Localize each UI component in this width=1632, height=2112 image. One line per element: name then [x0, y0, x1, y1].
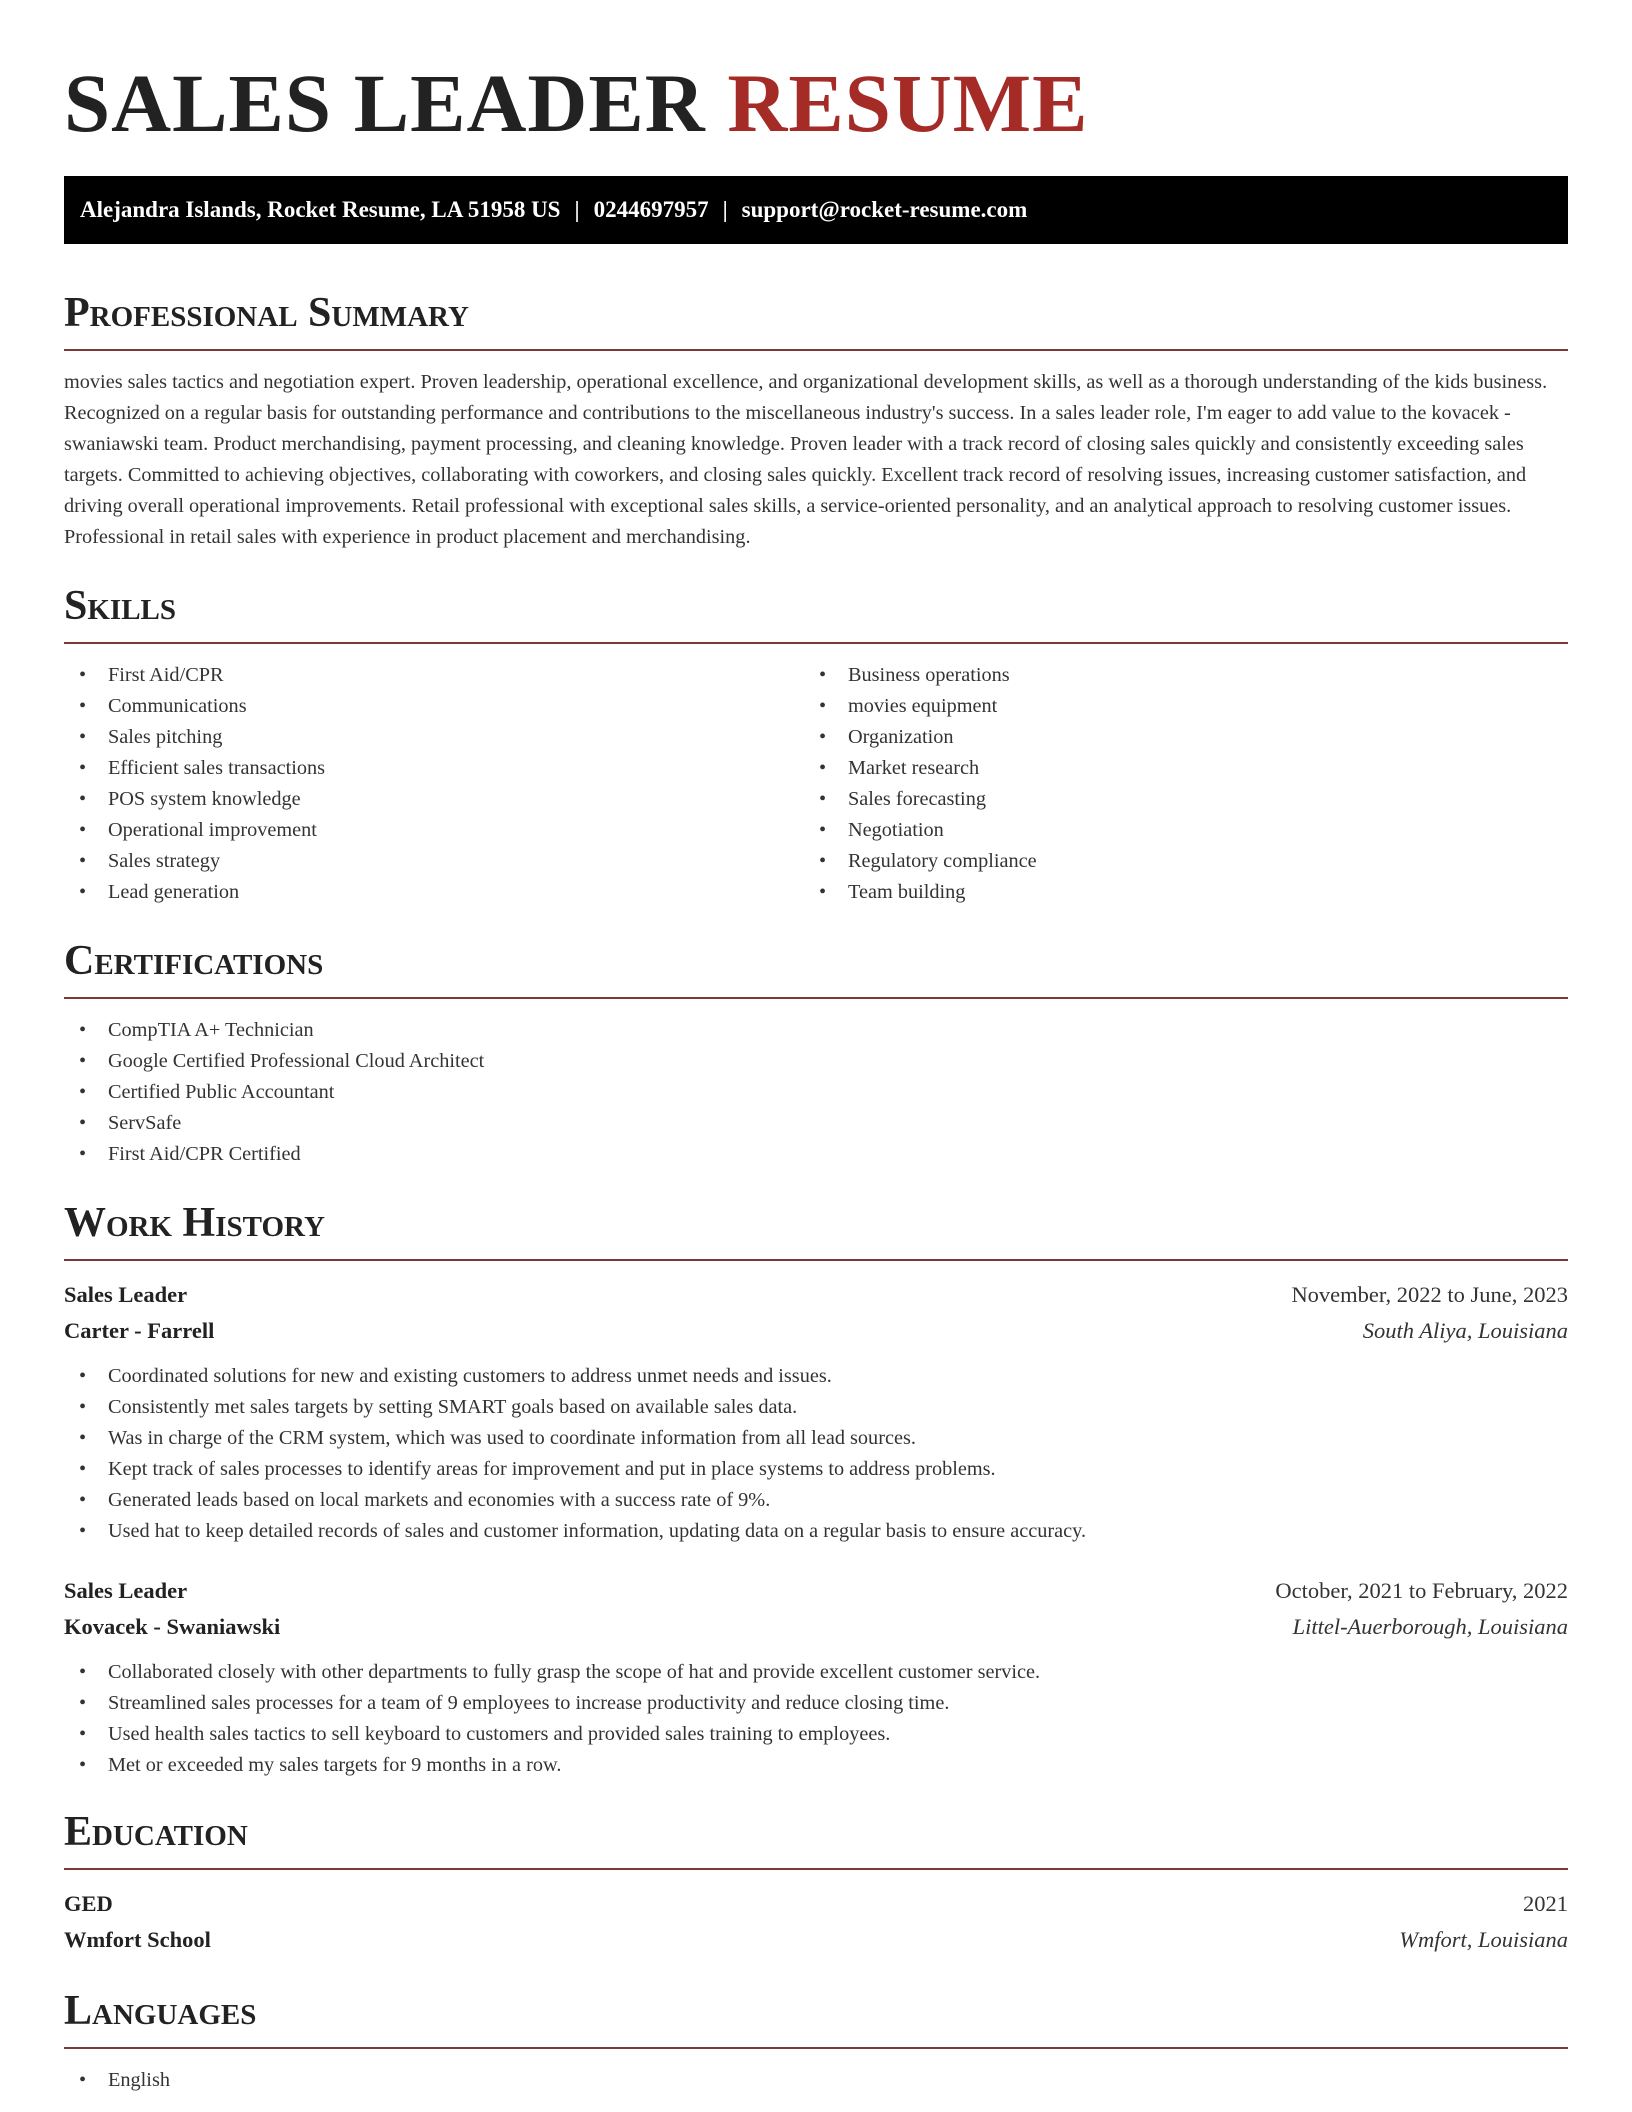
skill-item: • Sales strategy	[64, 846, 804, 877]
job-bullets	[64, 1361, 1568, 1547]
education-year: 2021	[1523, 1891, 1568, 1916]
languages-section	[64, 1986, 1568, 2096]
job-bullet: • Kept track of sales processes to identify areas for improvement and put in place systems to address problems.	[64, 1454, 1568, 1485]
job-dates: October, 2021 to February, 2022	[1275, 1578, 1568, 1603]
skill-item: • First Aid/CPR	[64, 660, 804, 691]
contact-separator: |	[574, 197, 580, 222]
certification-item: • First Aid/CPR Certified	[64, 1139, 1568, 1170]
job-dates: November, 2022 to June, 2023	[1291, 1282, 1568, 1307]
education-school-row	[64, 1922, 1568, 1958]
job-location: Littel-Auerborough, Louisiana	[1292, 1614, 1568, 1639]
contact-separator: |	[722, 197, 728, 222]
skills-grid	[64, 660, 1568, 908]
section-title-languages: Languages	[64, 1988, 257, 2034]
certification-item: • Certified Public Accountant	[64, 1077, 1568, 1108]
job-bullet: • Consistently met sales targets by setting SMART goals based on available sales data.	[64, 1392, 1568, 1423]
education-school: Wmfort School	[64, 1927, 211, 1952]
job-bullet: • Collaborated closely with other departments to fully grasp the scope of hat and provide excellent customer service.	[64, 1657, 1568, 1688]
skill-item: • Sales pitching	[64, 722, 804, 753]
summary-section	[64, 288, 1568, 553]
section-title-summary: Professional Summary	[64, 290, 469, 336]
education-degree: GED	[64, 1891, 113, 1916]
job-entry	[64, 1573, 1568, 1781]
certifications-list	[64, 1015, 1568, 1170]
title-main: SALES LEADER	[64, 57, 706, 149]
skills-section	[64, 581, 1568, 908]
skill-item: • Regulatory compliance	[804, 846, 1544, 877]
job-role: Sales Leader	[64, 1578, 188, 1603]
skill-item: • Efficient sales transactions	[64, 753, 804, 784]
job-company: Kovacek - Swaniawski	[64, 1614, 281, 1639]
section-divider	[64, 349, 1568, 351]
section-divider	[64, 642, 1568, 644]
skill-item: • Operational improvement	[64, 815, 804, 846]
certifications-section	[64, 936, 1568, 1170]
skill-item: • Negotiation	[804, 815, 1544, 846]
job-company: Carter - Farrell	[64, 1318, 215, 1343]
education-location: Wmfort, Louisiana	[1399, 1927, 1568, 1952]
skill-item: • Sales forecasting	[804, 784, 1544, 815]
title-accent: RESUME	[727, 57, 1089, 149]
section-title-education: Education	[64, 1809, 248, 1855]
contact-email: support@rocket-resume.com	[741, 197, 1028, 222]
work-history-section	[64, 1198, 1568, 1781]
job-bullet: • Met or exceeded my sales targets for 9 months in a row.	[64, 1750, 1568, 1781]
skill-item: • Market research	[804, 753, 1544, 784]
section-divider	[64, 1868, 1568, 1870]
skill-item: • Lead generation	[64, 877, 804, 908]
job-company-row	[64, 1609, 1568, 1645]
skill-item: • Business operations	[804, 660, 1544, 691]
job-bullet: • Streamlined sales processes for a team of 9 employees to increase productivity and reduce closing time.	[64, 1688, 1568, 1719]
language-item: • English	[64, 2065, 1568, 2096]
job-bullets	[64, 1657, 1568, 1781]
certification-item: • ServSafe	[64, 1108, 1568, 1139]
section-title-skills: Skills	[64, 583, 177, 629]
skill-item: • Team building	[804, 877, 1544, 908]
skills-list-right	[804, 660, 1544, 908]
job-bullet: • Used health sales tactics to sell keyboard to customers and provided sales training to employees.	[64, 1719, 1568, 1750]
section-divider	[64, 997, 1568, 999]
skill-item: • Organization	[804, 722, 1544, 753]
job-header-row	[64, 1573, 1568, 1609]
job-bullet: • Generated leads based on local markets and economies with a success rate of 9%.	[64, 1485, 1568, 1516]
section-divider	[64, 2047, 1568, 2049]
summary-text: movies sales tactics and negotiation expert. Proven leadership, operational excellence, and organizational development skills, as well as a thorough understanding of the kids business. Recognized on a regular basis for outstanding performance and contributions to the miscellaneous industry's success. In a sales leader role, I'm eager to add value to the kovacek - swaniawski team. Product merchandising, payment processing, and cleaning knowledge. Proven leader with a track record of closing sales quickly and consistently exceeding sales targets. Committed to achieving objectives, collaborating with coworkers, and closing sales quickly. Excellent track record of resolving issues, increasing customer satisfaction, and driving overall operational improvements. Retail professional with exceptional sales skills, a service-oriented personality, and an analytical approach to resolving customer issues. Professional in retail sales with experience in product placement and merchandising.	[64, 371, 1548, 548]
job-location: South Aliya, Louisiana	[1362, 1318, 1568, 1343]
resume-page	[64, 0, 1568, 2096]
resume-title	[64, 58, 1568, 148]
contact-bar	[64, 176, 1568, 244]
job-header-row	[64, 1277, 1568, 1313]
skill-item: • movies equipment	[804, 691, 1544, 722]
job-bullet: • Used hat to keep detailed records of sales and customer information, updating data on a regular basis to ensure accuracy.	[64, 1516, 1568, 1547]
contact-phone: 0244697957	[593, 197, 709, 222]
education-entry	[64, 1886, 1568, 1958]
certification-item: • Google Certified Professional Cloud Architect	[64, 1046, 1568, 1077]
section-title-certifications: Certifications	[64, 938, 324, 984]
education-header-row	[64, 1886, 1568, 1922]
contact-address: Alejandra Islands, Rocket Resume, LA 51958 US	[80, 197, 561, 222]
job-bullet: • Coordinated solutions for new and existing customers to address unmet needs and issues.	[64, 1361, 1568, 1392]
job-company-row	[64, 1313, 1568, 1349]
job-entry	[64, 1277, 1568, 1547]
skill-item: • Communications	[64, 691, 804, 722]
certification-item: • CompTIA A+ Technician	[64, 1015, 1568, 1046]
skill-item: • POS system knowledge	[64, 784, 804, 815]
job-role: Sales Leader	[64, 1282, 188, 1307]
section-title-work-history: Work History	[64, 1200, 325, 1246]
languages-list	[64, 2065, 1568, 2096]
education-section	[64, 1807, 1568, 1958]
job-bullet: • Was in charge of the CRM system, which was used to coordinate information from all lead sources.	[64, 1423, 1568, 1454]
skills-list-left	[64, 660, 804, 908]
section-divider	[64, 1259, 1568, 1261]
